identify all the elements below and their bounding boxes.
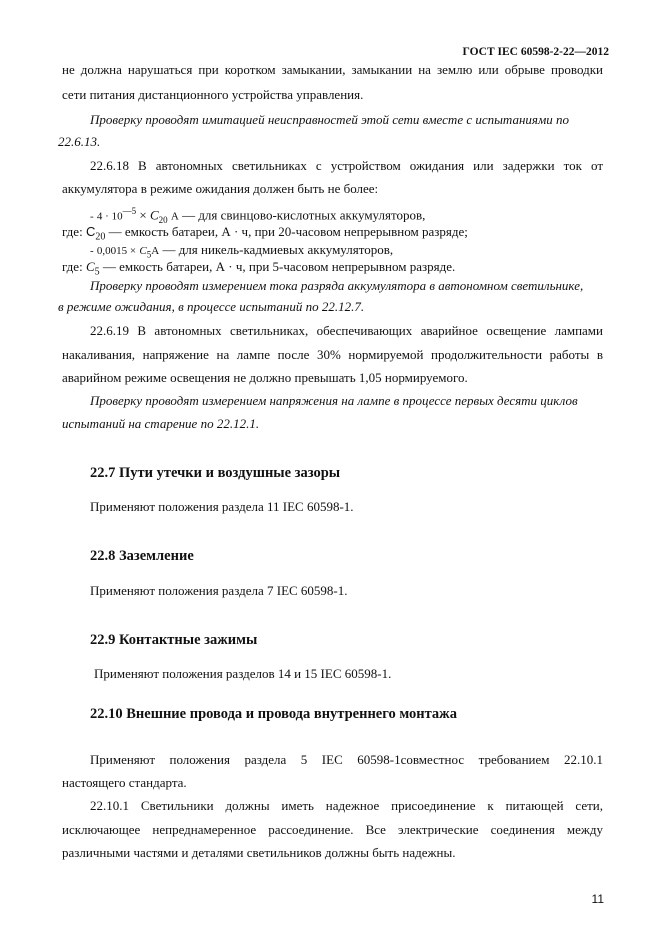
test-method-line: Проверку проводят измерением напряжения на лампе в процессе первых десяти циклов: [90, 393, 578, 408]
section-body: настоящего стандарта.: [62, 775, 187, 790]
formula-nickel-cadmium: - $0,0015 \times C_5А$ — для никель-кадмиевых аккумуляторов,: [90, 242, 394, 260]
section-heading-22-10: 22.10 Внешние провода и провода внутреннего монтажа: [90, 706, 457, 722]
clause-22-6-18: 22.6.18 В автономных светильниках с устройством ожидания или задержки ток от: [90, 158, 603, 173]
section-body: Применяют положения раздела 7 IEC 60598-1.: [90, 583, 348, 598]
paragraph-line: накаливания, напряжение на лампе после 30% нормируемой продолжительности работы в: [62, 347, 603, 362]
section-heading-22-7: 22.7 Пути утечки и воздушные зазоры: [90, 465, 341, 481]
section-heading-22-9: 22.9 Контактные зажимы: [90, 632, 258, 648]
test-method-line: испытаний на старение по 22.12.1.: [62, 416, 260, 431]
formula-lead-acid: - $4 \cdot 10^{—5} \times C_{20}$ А — для свинцово-кислотных аккумуляторов,: [90, 206, 426, 225]
paragraph-line: аккумулятора в режиме ожидания должен быть не более:: [62, 181, 379, 196]
section-body: Применяют положения раздела 5 IEC 60598-1совместнос требованием 22.10.1: [90, 752, 603, 767]
test-method-line: Проверку проводят имитацией неисправностей этой сети вместе с испытаниями по: [90, 112, 570, 127]
section-heading-22-8: 22.8 Заземление: [90, 548, 194, 564]
paragraph-line: исключающее непреднамеренное рассоединение. Все электрические соединения между: [62, 822, 603, 837]
paragraph-line: различными частями и деталями светильников должны быть надежны.: [62, 845, 456, 860]
section-body: Применяют положения разделов 14 и 15 IEC 60598-1.: [94, 666, 392, 681]
paragraph-line: аварийном режиме освещения не должно превышать 1,05 нормируемого.: [62, 370, 468, 385]
test-method-line: в режиме ожидания, в процессе испытаний по 22.12.7.: [58, 299, 365, 314]
page-number: 11: [591, 892, 604, 906]
document-header: ГОСТ IEC 60598-2-22—2012: [462, 46, 609, 58]
paragraph-line: не должна нарушаться при коротком замыкании, замыкании на землю или обрыве проводки: [62, 62, 603, 77]
formula-where-1: где: $C_{20}$ — емкость батареи, А · ч, при 20-часовом непрерывном разряде;: [62, 224, 468, 243]
clause-22-6-19: 22.6.19 В автономных светильниках, обеспечивающих аварийное освещение лампами: [90, 323, 603, 338]
section-body: Применяют положения раздела 11 IEC 60598-1.: [90, 499, 354, 514]
formula-where-2: где: $C_5$ — емкость батареи, А · ч, при 5-часовом непрерывном разряде.: [62, 259, 456, 278]
test-method-line: 22.6.13.: [58, 134, 101, 149]
paragraph-line: сети питания дистанционного устройства управления.: [62, 87, 364, 102]
test-method-line: Проверку проводят измерением тока разряда аккумулятора в автономном светильнике,: [90, 278, 584, 293]
clause-22-10-1: 22.10.1 Светильники должны иметь надежное присоединение к питающей сети,: [90, 798, 603, 813]
